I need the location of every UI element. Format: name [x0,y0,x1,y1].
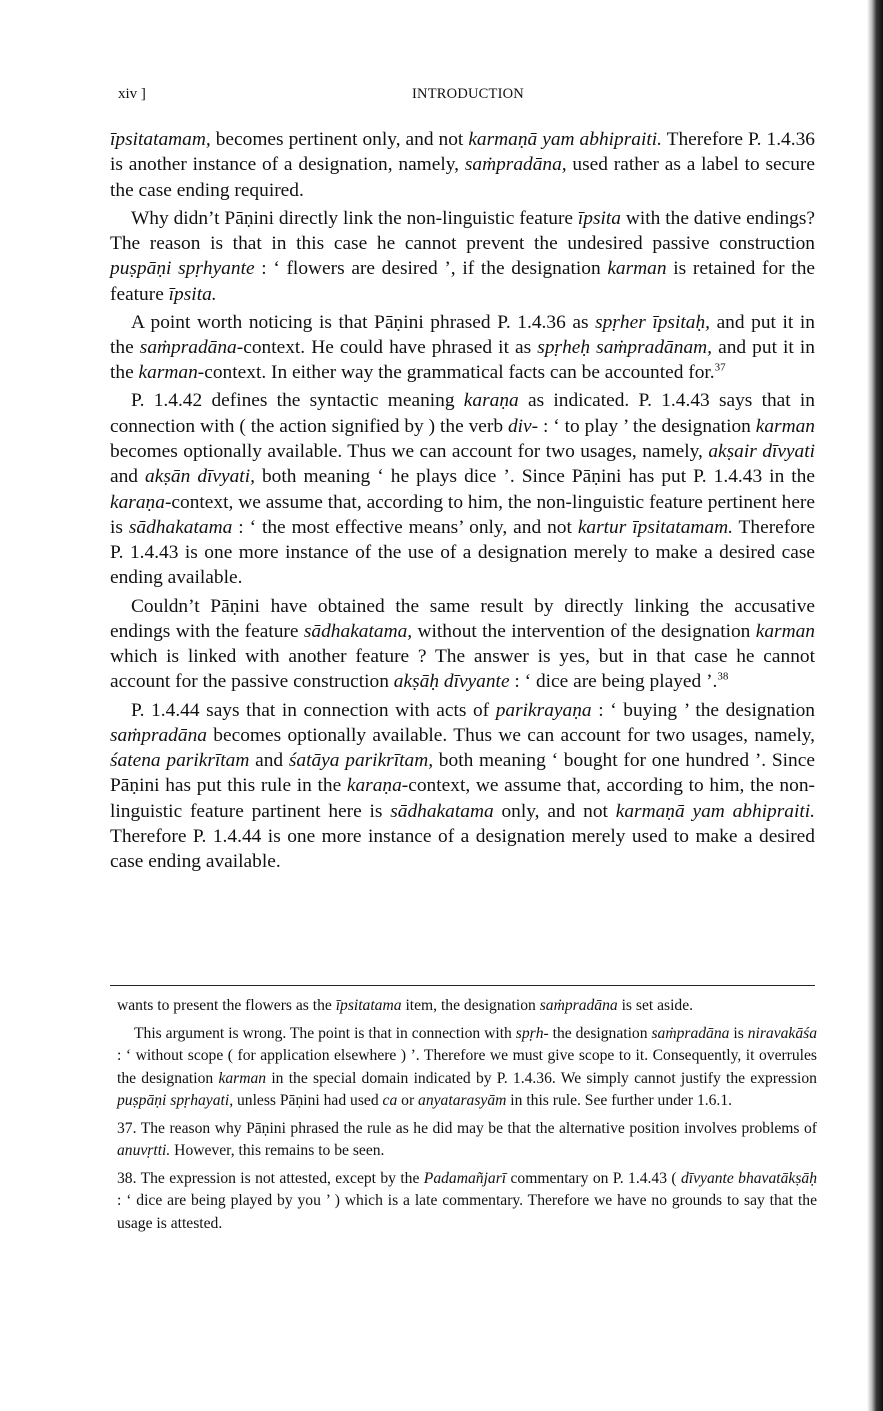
text-run: and put it in the [110,311,815,358]
italic-term: karman [138,362,198,384]
page-number: xiv ] [118,86,146,102]
footnote-continuation [117,995,817,1018]
italic-term: akṣāḥ dīvyante [393,671,510,693]
italic-term: saṁpradāna [539,997,618,1014]
italic-term: parikrayaṇa [495,699,592,721]
paragraph [110,388,815,590]
italic-term: Padamañjarī [423,1169,507,1187]
italic-term: puṣpāṇi spṛhyante [110,258,255,280]
italic-term: akṣān dīvyati, [145,466,255,488]
text-run: commentary on P. 1.4.43 ( [506,1169,681,1187]
italic-term: śatena parikrītam [110,750,250,772]
italic-term: sādhakatama, [303,620,413,642]
text-run: with the dative endings? The reason is that in this case he cannot prevent the undesired passive construction [110,207,815,254]
text-run: -context, we assume that, according to him, the non-linguistic feature pertinent here is [110,491,815,538]
italic-term: saṁpradāna, [464,154,567,176]
text-run: : ‘ the most effective means’ only, and not [232,516,578,538]
italic-term: ca [382,1092,398,1109]
italic-term: saṁpradāna [110,724,207,746]
text-run: 37. The reason why Pāṇini phrased the rule as he did may be that the alternative position involves problems of [117,1119,817,1137]
text-run: the designation [548,1024,652,1042]
text-run: Therefore P. 1.4.36 is another instance of a designation, namely, [110,129,815,176]
text-run: -context. He could have phrased it as [236,336,538,358]
text-run: only, and not [493,800,616,822]
text-run: both meaning ‘ bought for one hundred ’. Since Pāṇini has put this rule in the [110,750,815,797]
text-run: becomes optionally available. Thus we can account for two usages, namely, [206,724,815,746]
paragraph [110,127,815,203]
footnote-divider [110,985,815,986]
text-run: : ‘ dice are being played ’. [509,671,718,693]
text-run: in this rule. See further under 1.6.1. [506,1092,733,1109]
italic-term: puṣpāṇi spṛhayati, [117,1092,234,1109]
text-run: is [729,1024,748,1042]
text-run: A point worth noticing is that Pāṇini phrased P. 1.4.36 as [131,311,596,333]
text-run: both meaning ‘ he plays dice ’. Since Pāṇini has put P. 1.4.43 in the [254,466,815,488]
text-run: P. 1.4.42 defines the syntactic meaning [131,390,464,412]
text-run: becomes pertinent only, and not [210,129,469,150]
italic-term: dīvyante bhavatākṣāḥ [680,1169,817,1187]
italic-term: kartur īpsitatamam. [577,516,733,538]
footnotes [117,995,817,1240]
italic-term: niravakāśa [747,1024,817,1042]
text-run: Why didn’t Pāṇini directly link the non-linguistic feature [131,207,578,229]
footnote-paragraph [117,1023,817,1113]
text-run: as indicated. P. 1.4.43 says that in connection with ( the action signified by ) the verb [110,390,815,437]
text-run: or [397,1092,419,1109]
italic-term: karaṇa [346,775,402,797]
text-run: item, the designation [401,997,540,1014]
text-run: is retained for the feature [110,258,815,305]
text-run: and put it in the [110,336,815,384]
text-run: -context, we assume that, according to him, the non-linguistic feature partinent here is [110,775,815,822]
text-run: in the special domain indicated by P. 1.4.36. We simply cannot justify the expression [266,1069,817,1087]
paragraph [110,206,815,307]
footnote-37 [117,1118,817,1163]
italic-term: div- [507,415,539,437]
text-run: and [249,750,289,772]
italic-term: karman [755,415,815,437]
text-run: This argument is wrong. The point is that in connection with [134,1024,516,1042]
text-run: wants to present the flowers as the [117,997,336,1014]
footnote-38 [117,1168,817,1236]
text-run: unless Pāṇini had used [233,1092,383,1109]
italic-term: īpsitatamam, [110,129,211,150]
italic-term: sādhakatama [128,516,233,538]
running-title: INTRODUCTION [412,86,524,102]
text-run: : ‘ to play ’ the designation [538,415,756,437]
italic-term: karaṇa [463,390,519,412]
text-run: : ‘ flowers are desired ’, if the designation [254,258,608,280]
text-run: used rather as a label to secure the case ending required. [110,154,815,201]
text-run: : ‘ without scope ( for application elsewhere ) ’. Therefore we must give scope to it. Consequently, it overrules the designation [117,1047,817,1087]
italic-term: spṛheḥ saṁpradānam, [537,336,712,358]
text-run: and [110,466,146,488]
footnote-ref: 37 [714,361,726,374]
italic-term: karman [755,620,815,642]
running-header [118,86,818,110]
italic-term: īpsitatama [335,997,402,1014]
italic-term: akṣair dīvyati [708,440,815,462]
paragraph [110,310,815,386]
text-run: Couldn’t Pāṇini have obtained the same result by directly linking the accusative endings with the feature [110,595,815,642]
paragraph [110,698,815,875]
italic-term: īpsita [577,207,621,229]
text-run: Therefore P. 1.4.43 is one more instance of the use of a designation merely to make a desired case ending available. [110,516,815,589]
text-run: : ‘ dice are being played by you ’ ) which is a late commentary. Therefore we have no grounds to say that the usage is attested. [117,1192,817,1232]
paragraph [110,594,815,695]
italic-term: karman [218,1069,267,1087]
footnote-ref: 38 [717,670,729,683]
italic-term: spṛh- [515,1024,549,1042]
italic-term: karmaṇā yam abhipraiti. [468,129,662,150]
text-run: becomes optionally available. Thus we can account for two usages, namely, [110,440,709,462]
italic-term: saṁpradāna [139,336,237,358]
italic-term: karaṇa [110,491,165,513]
text-run: -context. In either way the grammatical facts can be accounted for. [197,362,715,384]
italic-term: anyatarasyām [418,1092,507,1109]
text-run: P. 1.4.44 says that in connection with acts of [131,699,496,721]
italic-term: īpsita. [168,283,217,305]
italic-term: karman [607,258,667,280]
italic-term: anuvṛtti. [117,1142,171,1159]
text-run: However, this remains to be seen. [170,1142,385,1159]
italic-term: karmaṇā yam abhipraiti. [615,800,815,822]
text-run: without the intervention of the designation [412,620,756,642]
text-run: is set aside. [617,997,694,1014]
text-run: Therefore P. 1.4.44 is one more instance of a designation merely used to make a desired case ending available. [110,826,815,873]
text-run: : ‘ buying ’ the designation [591,699,816,721]
italic-term: saṁpradāna [651,1024,730,1042]
italic-term: śatāya parikrītam, [288,750,434,772]
body-text [110,127,815,877]
text-run: 38. The expression is not attested, except by the [117,1169,424,1187]
text-run: which is linked with another feature ? The answer is yes, but in that case he cannot account for the passive construction [110,646,815,693]
scan-edge-shadow [867,0,883,1411]
italic-term: sādhakatama [390,800,494,822]
italic-term: spṛher īpsitaḥ, [595,311,710,333]
